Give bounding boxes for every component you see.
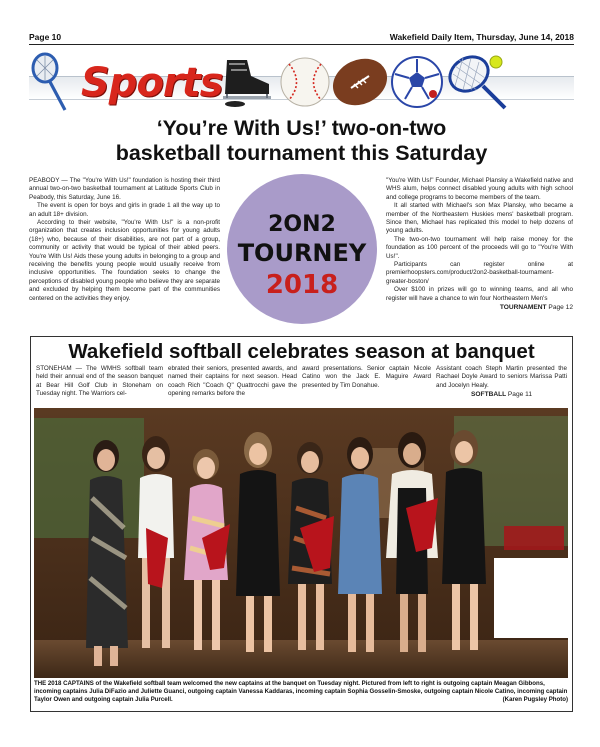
header-rule bbox=[29, 44, 574, 45]
story1-headline-line2: basketball tournament this Saturday bbox=[115, 141, 488, 165]
story1-headline-line1: ‘You’re With Us!’ two-on-two bbox=[156, 116, 447, 140]
story2-paragraph: Assistant coach Steph Martin presented the Rachael Doyle Award to seniors Marissa Patti and Jocelyn Healy. bbox=[436, 365, 567, 389]
story1-jump[interactable] bbox=[386, 304, 573, 312]
page-number: Page 10 bbox=[29, 32, 62, 42]
story1-column-right bbox=[386, 177, 573, 313]
running-header bbox=[29, 32, 574, 46]
tourney-logo bbox=[226, 173, 378, 325]
photo-caption bbox=[34, 680, 568, 704]
jump-page: Page 11 bbox=[507, 391, 532, 399]
baseball-icon bbox=[279, 56, 331, 108]
jump-label: TOURNAMENT bbox=[499, 304, 547, 312]
story2-paragraph: ebrated their seniors, presented awards, and named their captains for next season. Head coach Rich "Coach Q" Quattrocchi gave the opening remarks before the bbox=[168, 365, 297, 398]
ice-skate-icon bbox=[217, 54, 275, 108]
logo-line2: TOURNEY bbox=[237, 239, 367, 267]
story2-column-4 bbox=[436, 365, 567, 400]
logo-line1: 2ON2 bbox=[268, 212, 336, 237]
sports-banner bbox=[29, 50, 574, 112]
story1-paragraph: "You're With Us!" Founder, Michael Plansky a Wakefield native and WHS alum, helps connect disabled young adults with high school and college programs to become members of the team. bbox=[386, 177, 573, 201]
story1-headline bbox=[29, 116, 574, 166]
story2-column-1 bbox=[36, 365, 163, 399]
story1-column-left bbox=[29, 177, 220, 303]
story1-paragraph: Participants can register online at premierhoopsters.com/product/2on2-basketball-tournament-greater-boston/ bbox=[386, 261, 573, 285]
story1-paragraph: PEABODY — The "You're With Us!" foundation is hosting their third annual two-on-two basketball tournament at Latitude Sports Club in Peabody, this Saturday, June 16. bbox=[29, 177, 220, 201]
story2-paragraph: STONEHAM — The WMHS softball team held their annual end of the season banquet at Bear Hill Golf Club in Stoneham on Tuesday night. The Warriors cel- bbox=[36, 365, 163, 398]
publication-line: Wakefield Daily Item, Thursday, June 14, 2018 bbox=[389, 32, 574, 42]
story1-paragraph: It all started with Michael's son Max Plansky, who became a member of the Northeastern Huskies mens' basketball program. Since then, Michael has replicated this model to help dozens of young adults. bbox=[386, 202, 573, 235]
story2-paragraph: award presentations. Senior captain Nicole Catino won the Jack E. Maguire Award presented by Tim Donahue. bbox=[302, 365, 431, 389]
logo-line3: 2018 bbox=[265, 270, 339, 300]
story1-paragraph: The event is open for boys and girls in grade 1 all the way up to an adult 18+ division. bbox=[29, 202, 220, 218]
photo-credit: (Karen Pugsley Photo) bbox=[502, 696, 568, 703]
story2-jump[interactable] bbox=[436, 391, 567, 399]
story2-column-3 bbox=[302, 365, 431, 390]
caption-text: THE 2018 CAPTAINS of the Wakefield softball team welcomed the new captains at the banquet on Tuesday night. Pictured from left to right is outgoing captain Meagan Gibbons, incoming captains Julia DiFazio and Juliette Guanci, outgoing captain Vanessa Kaddaras, incoming captain Sophia Gosselin-Smoske, outgoing captain Nicole Catino, incoming captain Taylor Owen and outgoing captain Julia Purcell. bbox=[34, 680, 568, 703]
team-photo bbox=[34, 408, 568, 678]
story1-paragraph: Over $100 in prizes will go to winning teams, and all who register will have a chance to win four Northeastern Men's bbox=[386, 286, 573, 302]
story1-paragraph: The two-on-two tournament will help raise money for the foundation as 100 percent of the proceeds will go to "You're With Us!". bbox=[386, 235, 573, 260]
story2-column-2 bbox=[168, 365, 297, 399]
tennis-racket-icon bbox=[441, 52, 511, 112]
story1-paragraph: According to their website, "You're With Us!" is a non-profit organization that creates inclusion opportunities for young adults (18+) who, because of their disabilities, are not part of a group, community or activity that would be typical of their abled peers. You're With Us! Aids these young adults in belonging to a group and receiving the benefits young people would usually receive from inclusive opportunities. The foundation seeks to change the perceptions of disabled young people who believe they are separate and excluded by helping them become part of the communities centered on the activities they enjoy. bbox=[29, 219, 220, 302]
story2-headline: Wakefield softball celebrates season at banquet bbox=[68, 340, 535, 363]
soccer-ball-icon bbox=[389, 54, 445, 110]
football-icon bbox=[329, 54, 391, 110]
jump-label: SOFTBALL bbox=[471, 391, 507, 399]
lacrosse-stick-icon bbox=[29, 52, 71, 112]
section-title: Sports bbox=[81, 60, 223, 106]
jump-page: Page 12 bbox=[548, 304, 573, 312]
